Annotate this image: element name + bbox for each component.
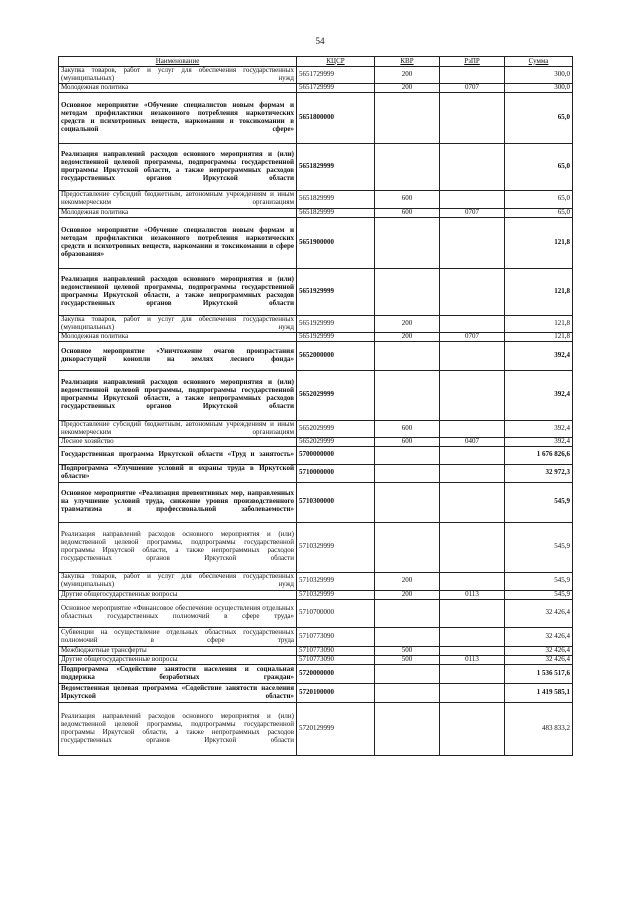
row-kcsr-cell: 5652029999 xyxy=(297,437,375,446)
row-kcsr-cell: 5651929999 xyxy=(297,268,375,315)
row-kvr-cell: 600 xyxy=(375,208,440,217)
row-sum-cell: 32 426,4 xyxy=(505,655,573,664)
table-row xyxy=(59,627,573,646)
row-kcsr-cell: 5651729999 xyxy=(297,83,375,92)
table-row xyxy=(59,702,573,755)
row-rzpr-cell xyxy=(440,646,505,655)
row-kvr-cell: 200 xyxy=(375,572,440,590)
row-kcsr-cell: 5700000000 xyxy=(297,446,375,464)
row-sum-cell: 545,9 xyxy=(505,572,573,590)
row-kcsr-cell: 5720129999 xyxy=(297,702,375,755)
row-sum-cell: 545,9 xyxy=(505,522,573,572)
row-kvr-cell xyxy=(375,522,440,572)
row-kcsr-cell: 5651800000 xyxy=(297,92,375,143)
table-row xyxy=(59,646,573,655)
row-kcsr-cell: 5710329999 xyxy=(297,522,375,572)
row-kvr-cell xyxy=(375,268,440,315)
row-rzpr-cell xyxy=(440,67,505,84)
table-row xyxy=(59,217,573,268)
row-rzpr-cell: 0113 xyxy=(440,590,505,599)
row-sum-cell: 121,8 xyxy=(505,217,573,268)
row-sum-cell: 32 426,4 xyxy=(505,627,573,646)
row-kvr-cell xyxy=(375,217,440,268)
row-name-cell: Молодежная политика xyxy=(59,332,297,341)
row-kvr-cell: 600 xyxy=(375,420,440,437)
row-sum-cell: 1 419 585,1 xyxy=(505,683,573,702)
row-kvr-cell: 600 xyxy=(375,190,440,208)
row-sum-cell: 32 426,4 xyxy=(505,646,573,655)
table-row xyxy=(59,482,573,522)
row-kvr-cell xyxy=(375,599,440,627)
table-header-row xyxy=(59,57,573,67)
row-kcsr-cell: 5651829999 xyxy=(297,208,375,217)
row-rzpr-cell: 0707 xyxy=(440,208,505,217)
row-name-cell: Закупка товаров, работ и услуг для обеспечения государственных (муниципальных) нужд xyxy=(59,315,297,332)
row-rzpr-cell xyxy=(440,627,505,646)
row-rzpr-cell: 0407 xyxy=(440,437,505,446)
table-row xyxy=(59,437,573,446)
row-name-cell: Закупка товаров, работ и услуг для обеспечения государственных (муниципальных) нужд xyxy=(59,572,297,590)
row-rzpr-cell xyxy=(440,702,505,755)
row-sum-cell: 65,0 xyxy=(505,208,573,217)
row-rzpr-cell: 0113 xyxy=(440,655,505,664)
row-sum-cell: 300,0 xyxy=(505,83,573,92)
row-name-cell: Основное мероприятие «Финансовое обеспечение осуществления отдельных областных государственных полномочий в сфере труда» xyxy=(59,599,297,627)
row-name-cell: Основное мероприятие «Обучение специалистов новым формам и методам профилактики незаконного потребления наркотических средств и психотропных веществ, наркомании и токсикомании в социальной сфере» xyxy=(59,92,297,143)
row-sum-cell: 545,9 xyxy=(505,482,573,522)
table-row xyxy=(59,190,573,208)
row-kcsr-cell: 5651829999 xyxy=(297,190,375,208)
row-kcsr-cell: 5651929999 xyxy=(297,315,375,332)
table-row xyxy=(59,315,573,332)
row-sum-cell: 392,4 xyxy=(505,420,573,437)
row-name-cell: Реализация направлений расходов основного мероприятия и (или) ведомственной целевой программы, подпрограммы государственной программы Иркутской области, а также непрограммных расходов государственных органов Иркутской области xyxy=(59,370,297,420)
page-number: 54 xyxy=(315,36,325,46)
row-name-cell: Межбюджетные трансферты xyxy=(59,646,297,655)
row-name-cell: Другие общегосударственные вопросы xyxy=(59,590,297,599)
table-row xyxy=(59,599,573,627)
column-header-rzpr: РзПР xyxy=(440,57,505,67)
row-kvr-cell: 200 xyxy=(375,315,440,332)
row-rzpr-cell xyxy=(440,522,505,572)
row-rzpr-cell xyxy=(440,683,505,702)
row-kcsr-cell: 5710329999 xyxy=(297,572,375,590)
row-kvr-cell: 200 xyxy=(375,67,440,84)
row-name-cell: Молодежная политика xyxy=(59,208,297,217)
row-rzpr-cell xyxy=(440,92,505,143)
row-name-cell: Реализация направлений расходов основного мероприятия и (или) ведомственной целевой программы, подпрограммы государственной программы Иркутской области, а также непрограммных расходов государственных органов Иркутской области xyxy=(59,143,297,190)
row-rzpr-cell xyxy=(440,217,505,268)
table-row xyxy=(59,370,573,420)
row-kvr-cell xyxy=(375,683,440,702)
row-kvr-cell xyxy=(375,143,440,190)
row-kcsr-cell: 5710329999 xyxy=(297,590,375,599)
row-rzpr-cell xyxy=(440,370,505,420)
table-row xyxy=(59,341,573,370)
row-sum-cell: 65,0 xyxy=(505,143,573,190)
row-rzpr-cell: 0707 xyxy=(440,332,505,341)
table-row xyxy=(59,464,573,482)
row-rzpr-cell xyxy=(440,315,505,332)
row-kcsr-cell: 5710300000 xyxy=(297,482,375,522)
row-sum-cell: 1 676 826,6 xyxy=(505,446,573,464)
row-name-cell: Субвенции на осуществление отдельных областных государственных полномочий в сфере труда xyxy=(59,627,297,646)
table-row xyxy=(59,208,573,217)
row-rzpr-cell xyxy=(440,268,505,315)
row-rzpr-cell xyxy=(440,464,505,482)
row-rzpr-cell xyxy=(440,190,505,208)
table-row xyxy=(59,590,573,599)
row-kcsr-cell: 5651900000 xyxy=(297,217,375,268)
row-name-cell: Основное мероприятие «Обучение специалистов новым формам и методам профилактики незаконного потребления наркотических средств и психотропных веществ, наркомании и токсикомании в сфере образования» xyxy=(59,217,297,268)
table-row xyxy=(59,143,573,190)
row-name-cell: Основное мероприятие «Уничтожение очагов произрастания дикорастущей конопли на землях лесного фонда» xyxy=(59,341,297,370)
table-row xyxy=(59,332,573,341)
row-kvr-cell: 200 xyxy=(375,83,440,92)
row-name-cell: Подпрограмма «Улучшение условий и охраны труда в Иркутской области» xyxy=(59,464,297,482)
row-sum-cell: 392,4 xyxy=(505,341,573,370)
row-kvr-cell xyxy=(375,664,440,683)
row-sum-cell: 392,4 xyxy=(505,437,573,446)
row-kvr-cell xyxy=(375,92,440,143)
row-rzpr-cell xyxy=(440,572,505,590)
row-name-cell: Основное мероприятие «Реализация превентивных мер, направленных на улучшение условий труда, снижение уровня производственного травматизма и профессиональной заболеваемости» xyxy=(59,482,297,522)
row-name-cell: Закупка товаров, работ и услуг для обеспечения государственных (муниципальных) нужд xyxy=(59,67,297,84)
row-sum-cell: 483 833,2 xyxy=(505,702,573,755)
row-name-cell: Предоставление субсидий бюджетным, автономным учреждениям и иным некоммерческим организациям xyxy=(59,190,297,208)
table-row xyxy=(59,268,573,315)
table-row xyxy=(59,683,573,702)
row-rzpr-cell xyxy=(440,420,505,437)
row-kvr-cell xyxy=(375,702,440,755)
row-kcsr-cell: 5710773090 xyxy=(297,646,375,655)
row-name-cell: Ведомственная целевая программа «Содействие занятости населения Иркутской области» xyxy=(59,683,297,702)
row-kcsr-cell: 5652029999 xyxy=(297,370,375,420)
row-kcsr-cell: 5652029999 xyxy=(297,420,375,437)
row-sum-cell: 32 972,3 xyxy=(505,464,573,482)
column-header-kvr: КВР xyxy=(375,57,440,67)
row-name-cell: Подпрограмма «Содействие занятости населения и социальная поддержка безработных граждан» xyxy=(59,664,297,683)
table-row xyxy=(59,446,573,464)
row-kcsr-cell: 5710000000 xyxy=(297,464,375,482)
row-sum-cell: 300,0 xyxy=(505,67,573,84)
row-kcsr-cell: 5720100000 xyxy=(297,683,375,702)
row-sum-cell: 1 536 517,6 xyxy=(505,664,573,683)
column-header-sum: Сумма xyxy=(505,57,573,67)
row-sum-cell: 545,9 xyxy=(505,590,573,599)
row-rzpr-cell xyxy=(440,599,505,627)
row-name-cell: Другие общегосударственные вопросы xyxy=(59,655,297,664)
row-name-cell: Реализация направлений расходов основного мероприятия и (или) ведомственной целевой программы, подпрограммы государственной программы Иркутской области, а также непрограммных расходов государственных органов Иркутской области xyxy=(59,268,297,315)
row-kvr-cell: 500 xyxy=(375,655,440,664)
row-sum-cell: 121,8 xyxy=(505,315,573,332)
row-kvr-cell xyxy=(375,482,440,522)
column-header-kcsr: КЦСР xyxy=(297,57,375,67)
budget-table xyxy=(58,56,573,756)
table-row xyxy=(59,664,573,683)
row-kvr-cell xyxy=(375,370,440,420)
table-row xyxy=(59,83,573,92)
row-kvr-cell xyxy=(375,446,440,464)
row-kcsr-cell: 5710773090 xyxy=(297,655,375,664)
table-row xyxy=(59,420,573,437)
row-sum-cell: 392,4 xyxy=(505,370,573,420)
row-kvr-cell: 600 xyxy=(375,437,440,446)
row-sum-cell: 32 426,4 xyxy=(505,599,573,627)
row-kcsr-cell: 5651829999 xyxy=(297,143,375,190)
table-body xyxy=(59,67,573,756)
row-name-cell: Молодежная политика xyxy=(59,83,297,92)
row-sum-cell: 65,0 xyxy=(505,92,573,143)
row-name-cell: Реализация направлений расходов основного мероприятия и (или) ведомственной целевой программы, подпрограммы государственной программы Иркутской области, а также непрограммных расходов государственных органов Иркутской области xyxy=(59,702,297,755)
row-kvr-cell xyxy=(375,464,440,482)
table-row xyxy=(59,572,573,590)
row-sum-cell: 65,0 xyxy=(505,190,573,208)
row-name-cell: Реализация направлений расходов основного мероприятия и (или) ведомственной целевой программы, подпрограммы государственной программы Иркутской области, а также непрограммных расходов государственных органов Иркутской области xyxy=(59,522,297,572)
row-rzpr-cell xyxy=(440,446,505,464)
row-sum-cell: 121,8 xyxy=(505,268,573,315)
table-row xyxy=(59,522,573,572)
row-name-cell: Государственная программа Иркутской области «Труд и занятость» xyxy=(59,446,297,464)
row-rzpr-cell xyxy=(440,341,505,370)
row-kvr-cell: 200 xyxy=(375,590,440,599)
row-kvr-cell xyxy=(375,341,440,370)
table-row xyxy=(59,67,573,84)
row-kcsr-cell: 5651929999 xyxy=(297,332,375,341)
row-rzpr-cell xyxy=(440,482,505,522)
table-row xyxy=(59,655,573,664)
row-kcsr-cell: 5720000000 xyxy=(297,664,375,683)
row-sum-cell: 121,8 xyxy=(505,332,573,341)
row-name-cell: Предоставление субсидий бюджетным, автономным учреждениям и иным некоммерческим организациям xyxy=(59,420,297,437)
table-row xyxy=(59,92,573,143)
row-kcsr-cell: 5651729999 xyxy=(297,67,375,84)
row-rzpr-cell xyxy=(440,664,505,683)
row-kcsr-cell: 5710700000 xyxy=(297,599,375,627)
row-kvr-cell: 200 xyxy=(375,332,440,341)
row-kvr-cell xyxy=(375,627,440,646)
column-header-name: Наименование xyxy=(59,57,297,67)
row-kcsr-cell: 5652000000 xyxy=(297,341,375,370)
row-kcsr-cell: 5710773090 xyxy=(297,627,375,646)
row-name-cell: Лесное хозяйство xyxy=(59,437,297,446)
row-rzpr-cell xyxy=(440,143,505,190)
row-rzpr-cell: 0707 xyxy=(440,83,505,92)
row-kvr-cell: 500 xyxy=(375,646,440,655)
